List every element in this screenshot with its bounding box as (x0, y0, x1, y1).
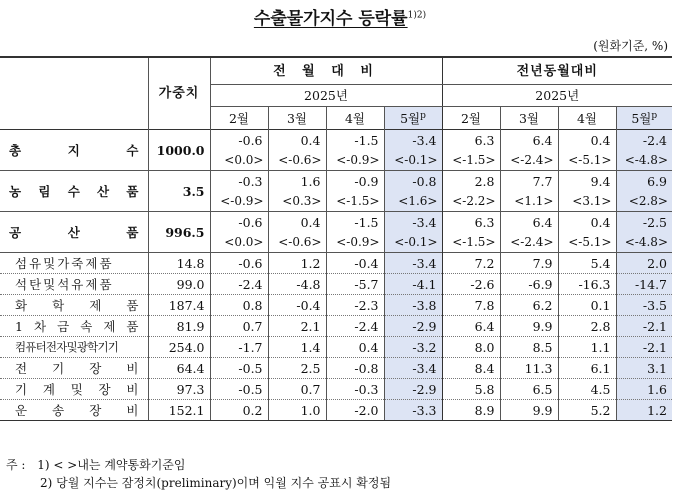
table-row (0, 171, 672, 192)
value-cell: 11.3 (500, 358, 558, 379)
value-cell: -6.9 (500, 274, 558, 295)
table-row (0, 337, 672, 358)
value-cell: 7.9 (500, 253, 558, 274)
row-weight: 99.0 (148, 274, 210, 295)
row-label-char: 제 (89, 297, 102, 313)
contract-currency-cell: <0.0> (210, 150, 268, 171)
contract-currency-cell: <-2.2> (442, 191, 500, 212)
value-cell: 9.9 (500, 316, 558, 337)
table-row (0, 400, 672, 421)
contract-currency-cell: <-0.1> (384, 150, 442, 171)
row-label-char: 지 (67, 142, 80, 158)
value-cell: -0.8 (384, 171, 442, 192)
value-cell: -2.9 (384, 316, 442, 337)
row-label (0, 295, 148, 316)
month-label: 3월 (286, 110, 308, 126)
contract-currency-cell: <-0.9> (326, 232, 384, 253)
contract-currency-cell: <-1.5> (326, 191, 384, 212)
row-weight: 187.4 (148, 295, 210, 316)
month-label: 3월 (518, 110, 540, 126)
value-cell: 6.1 (558, 358, 616, 379)
value-cell: -2.5 (616, 212, 672, 233)
value-cell: -2.0 (326, 400, 384, 421)
value-cell: -3.5 (616, 295, 672, 316)
contract-currency-cell: <-0.9> (326, 150, 384, 171)
value-cell: -0.3 (210, 171, 268, 192)
contract-currency-cell: <3.1> (558, 191, 616, 212)
row-weight: 152.1 (148, 400, 210, 421)
header-month (326, 107, 384, 130)
value-cell: 1.1 (558, 337, 616, 358)
row-label-char: 계 (42, 381, 55, 397)
row-label-char: 장 (89, 360, 102, 376)
row-label (0, 400, 148, 421)
value-cell: 6.3 (442, 130, 500, 151)
row-label-text: 컴퓨터전자및광학기기 (15, 339, 119, 354)
row-weight: 81.9 (148, 316, 210, 337)
row-label (0, 358, 148, 379)
row-label-char: 산 (97, 183, 110, 199)
header-year-yoy: 2025년 (442, 85, 672, 107)
row-label-char: 기 (15, 381, 28, 397)
value-cell: 0.4 (558, 130, 616, 151)
row-label-char: 전 (15, 360, 28, 376)
contract-currency-cell: <0.3> (268, 191, 326, 212)
row-label-char: 품 (126, 183, 139, 199)
row-label-char: 총 (9, 142, 22, 158)
contract-currency-cell: <-0.6> (268, 150, 326, 171)
value-cell: -0.4 (268, 295, 326, 316)
row-label-char: 및 (70, 381, 83, 397)
preliminary-mark: p (651, 111, 658, 122)
footnote-prefix: 주 : (6, 458, 26, 472)
header-month (384, 107, 442, 130)
header-month (210, 107, 268, 130)
value-cell: 3.1 (616, 358, 672, 379)
row-label (0, 379, 148, 400)
value-cell: -4.8 (268, 274, 326, 295)
table-row (0, 379, 672, 400)
row-label-char: 림 (38, 183, 51, 199)
value-cell: -2.4 (326, 316, 384, 337)
value-cell: -1.7 (210, 337, 268, 358)
row-label-char: 비 (126, 360, 139, 376)
row-label-char: 송 (52, 402, 65, 418)
value-cell: 7.2 (442, 253, 500, 274)
value-cell: 6.9 (616, 171, 672, 192)
row-label-char: 산 (67, 224, 80, 240)
value-cell: 7.7 (500, 171, 558, 192)
value-cell: 6.3 (442, 212, 500, 233)
contract-currency-cell: <-0.1> (384, 232, 442, 253)
row-label-char: 금 (57, 318, 70, 334)
table-row (0, 253, 672, 274)
row-weight: 64.4 (148, 358, 210, 379)
row-label (0, 130, 148, 171)
value-cell: -2.6 (442, 274, 500, 295)
header-blank (0, 57, 148, 130)
value-cell: 1.0 (268, 400, 326, 421)
row-label-char: 속 (80, 318, 93, 334)
row-label (0, 171, 148, 212)
row-label (0, 212, 148, 253)
value-cell: 1.6 (268, 171, 326, 192)
month-label: 5월 (400, 111, 421, 127)
contract-currency-cell: <1.1> (500, 191, 558, 212)
row-label-char: 비 (126, 402, 139, 418)
value-cell: -2.1 (616, 316, 672, 337)
value-cell: 5.4 (558, 253, 616, 274)
value-cell: -0.4 (326, 253, 384, 274)
contract-currency-cell: <1.6> (384, 191, 442, 212)
row-label-char: 제 (103, 318, 116, 334)
header-mom: 전 월 대 비 (210, 57, 442, 85)
value-cell: 5.8 (442, 379, 500, 400)
value-cell: 1.6 (616, 379, 672, 400)
row-label (0, 337, 148, 358)
table-row (0, 295, 672, 316)
value-cell: 2.5 (268, 358, 326, 379)
contract-currency-cell: <2.8> (616, 191, 672, 212)
footnote-1-text: 1) < >내는 계약통화기준임 (37, 458, 186, 472)
header-weight: 가중치 (148, 57, 210, 130)
value-cell: -0.3 (326, 379, 384, 400)
contract-currency-cell: <-5.1> (558, 232, 616, 253)
table-row (0, 274, 672, 295)
footnote-2-text: 2) 당월 지수는 잠정치(preliminary)이며 익월 지수 공표시 확정됨 (40, 476, 392, 490)
row-weight: 14.8 (148, 253, 210, 274)
value-cell: -3.2 (384, 337, 442, 358)
value-cell: 0.7 (268, 379, 326, 400)
row-label-text: 섬유및가죽제품 (15, 255, 114, 271)
table-row (0, 316, 672, 337)
row-label-char: 수 (67, 183, 80, 199)
value-cell: -1.5 (326, 212, 384, 233)
month-label: 2월 (460, 110, 482, 126)
header-yoy: 전년동월대비 (442, 57, 672, 85)
value-cell: -0.6 (210, 212, 268, 233)
footnote-1 (6, 456, 185, 473)
contract-currency-cell: <-2.4> (500, 150, 558, 171)
unit-label: (원화기준, %) (593, 39, 668, 53)
row-label-char: 품 (126, 297, 139, 313)
row-label-char: 농 (9, 183, 22, 199)
row-label-char: 1 (15, 318, 23, 334)
value-cell: 8.9 (442, 400, 500, 421)
contract-currency-cell: <-1.5> (442, 232, 500, 253)
contract-currency-cell: <-4.8> (616, 232, 672, 253)
value-cell: -3.4 (384, 253, 442, 274)
value-cell: -2.3 (326, 295, 384, 316)
value-cell: 0.8 (210, 295, 268, 316)
value-cell: -3.3 (384, 400, 442, 421)
month-label: 5월 (631, 111, 652, 127)
row-label-text: 석탄및석유제품 (15, 276, 114, 292)
value-cell: 6.4 (500, 130, 558, 151)
header-month (616, 107, 672, 130)
row-label (0, 253, 148, 274)
value-cell: -2.1 (616, 337, 672, 358)
month-label: 2월 (228, 110, 250, 126)
row-label-char: 학 (52, 297, 65, 313)
value-cell: -3.4 (384, 212, 442, 233)
row-label-char: 수 (126, 142, 139, 158)
value-cell: -0.6 (210, 253, 268, 274)
value-cell: -0.8 (326, 358, 384, 379)
contract-currency-cell: <-5.1> (558, 150, 616, 171)
row-label-char: 장 (98, 381, 111, 397)
value-cell: 2.8 (558, 316, 616, 337)
value-cell: -14.7 (616, 274, 672, 295)
row-label-char: 운 (15, 402, 28, 418)
value-cell: 8.5 (500, 337, 558, 358)
month-label: 4월 (576, 110, 598, 126)
contract-currency-cell: <-0.6> (268, 232, 326, 253)
row-label-char: 차 (33, 318, 47, 334)
contract-currency-cell: <-0.9> (210, 191, 268, 212)
table-row (0, 212, 672, 233)
contract-currency-cell: <-4.8> (616, 150, 672, 171)
value-cell: 8.0 (442, 337, 500, 358)
header-month (558, 107, 616, 130)
value-cell: 7.8 (442, 295, 500, 316)
header-month (268, 107, 326, 130)
row-weight: 3.5 (148, 171, 210, 212)
value-cell: 6.4 (500, 212, 558, 233)
value-cell: -0.6 (210, 130, 268, 151)
value-cell: 0.1 (558, 295, 616, 316)
value-cell: 2.0 (616, 253, 672, 274)
row-weight: 1000.0 (148, 130, 210, 171)
value-cell: 1.4 (268, 337, 326, 358)
value-cell: 4.5 (558, 379, 616, 400)
value-cell: 9.9 (500, 400, 558, 421)
value-cell: 6.4 (442, 316, 500, 337)
footnote-2 (40, 474, 391, 491)
preliminary-mark: p (420, 111, 426, 122)
row-weight: 254.0 (148, 337, 210, 358)
value-cell: 0.2 (210, 400, 268, 421)
value-cell: 1.2 (616, 400, 672, 421)
contract-currency-cell: <-1.5> (442, 150, 500, 171)
header-month (500, 107, 558, 130)
row-label-char: 화 (15, 297, 28, 313)
row-label (0, 274, 148, 295)
title-text: 수출물가지수 등락률 (253, 9, 408, 29)
row-label-char: 비 (126, 381, 139, 397)
contract-currency-cell: <-2.4> (500, 232, 558, 253)
value-cell: -5.7 (326, 274, 384, 295)
value-cell: 5.2 (558, 400, 616, 421)
contract-currency-cell: <0.0> (210, 232, 268, 253)
value-cell: 6.5 (500, 379, 558, 400)
value-cell: -2.9 (384, 379, 442, 400)
value-cell: -0.9 (326, 171, 384, 192)
value-cell: 0.7 (210, 316, 268, 337)
row-label-char: 기 (52, 360, 65, 376)
value-cell: -4.1 (384, 274, 442, 295)
value-cell: -3.8 (384, 295, 442, 316)
value-cell: 2.1 (268, 316, 326, 337)
value-cell: -1.5 (326, 130, 384, 151)
value-cell: 0.4 (268, 212, 326, 233)
month-label: 4월 (344, 110, 366, 126)
value-cell: -0.5 (210, 358, 268, 379)
value-cell: 1.2 (268, 253, 326, 274)
header-year-mom: 2025년 (210, 85, 442, 107)
row-label (0, 316, 148, 337)
value-cell: 9.4 (558, 171, 616, 192)
value-cell: -0.5 (210, 379, 268, 400)
value-cell: 8.4 (442, 358, 500, 379)
value-cell: -16.3 (558, 274, 616, 295)
row-weight: 996.5 (148, 212, 210, 253)
table-row (0, 358, 672, 379)
row-label-char: 공 (9, 224, 22, 240)
value-cell: -2.4 (210, 274, 268, 295)
row-label-char: 품 (126, 318, 139, 334)
row-label-char: 장 (89, 402, 102, 418)
value-cell: 0.4 (558, 212, 616, 233)
table-row (0, 130, 672, 151)
value-cell: 0.4 (268, 130, 326, 151)
value-cell: -3.4 (384, 358, 442, 379)
value-cell: -2.4 (616, 130, 672, 151)
table-title (0, 4, 680, 29)
row-label-char: 품 (126, 224, 139, 240)
row-weight: 97.3 (148, 379, 210, 400)
value-cell: 2.8 (442, 171, 500, 192)
title-footnote-mark: 1)2) (407, 10, 427, 21)
header-month (442, 107, 500, 130)
value-cell: 6.2 (500, 295, 558, 316)
value-cell: -3.4 (384, 130, 442, 151)
export-price-table (0, 56, 672, 421)
value-cell: 0.4 (326, 337, 384, 358)
